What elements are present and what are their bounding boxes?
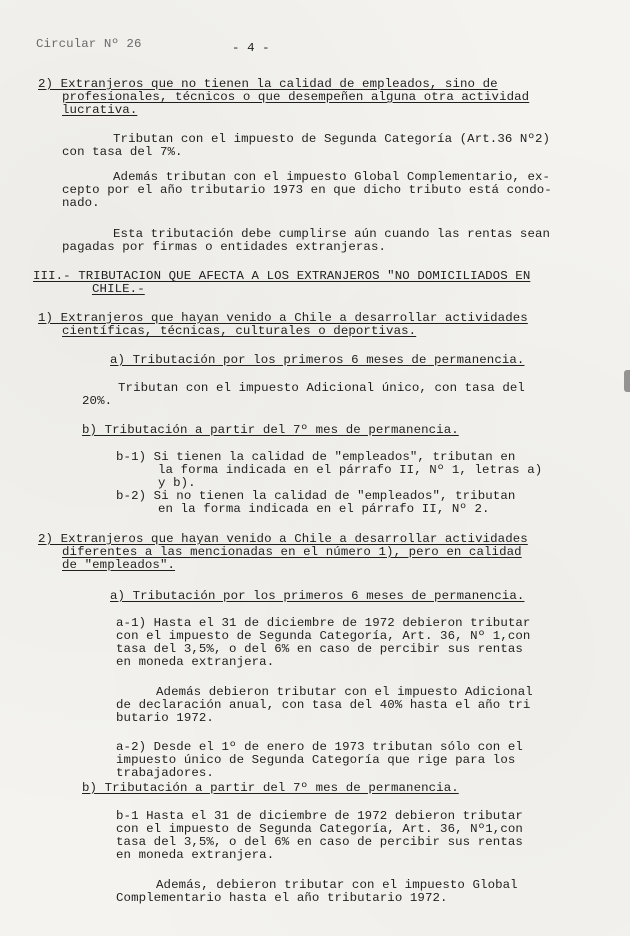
item2b-b1-line1: b-1 Hasta el 31 de diciembre de 1972 debieron tributar [116, 809, 523, 823]
page-number: - 4 - [232, 41, 270, 55]
section2-p3-line1: Esta tributación debe cumplirse aún cuando las rentas sean [113, 227, 551, 241]
item2-line3: de "empleados". [62, 558, 176, 572]
item2b-b1-line2: con el impuesto de Segunda Categoría, Art. 36, Nº1,con [116, 822, 523, 836]
item1b-b1-line2: la forma indicada en el párrafo II, Nº 1, letras a) [158, 463, 543, 477]
item1-line2: científicas, técnicas, culturales o deportivas. [62, 324, 417, 338]
item1a-text2: 20%. [82, 394, 113, 408]
item2b-b1-line4: en moneda extranjera. [116, 848, 275, 862]
item2a-a2-line2: impuesto único de Segunda Categoría que rige para los [116, 753, 516, 767]
section2-p2-line1: Además tributan con el impuesto Global Complementario, ex- [113, 170, 551, 184]
item1a-text1: Tributan con el impuesto Adicional único, con tasa del [118, 381, 525, 395]
punch-hole-mark [624, 370, 630, 392]
circular-number: Circular Nº 26 [36, 37, 142, 51]
section2-p1-line2: con tasa del 7%. [62, 145, 183, 159]
item2a-a1-line3: tasa del 3,5%, o del 6% en caso de percibir sus rentas [116, 642, 523, 656]
section3-heading-line2: CHILE.- [92, 282, 145, 296]
section2-p1-line1: Tributan con el impuesto de Segunda Categoría (Art.36 Nº2) [113, 132, 551, 146]
item2a-a1b-line1: Además debieron tributar con el impuesto Adicional [156, 685, 533, 699]
item2a-a1-line1: a-1) Hasta el 31 de diciembre de 1972 debieron tributar [116, 616, 531, 630]
item1b-heading: b) Tributación a partir del 7º mes de permanencia. [82, 423, 459, 437]
item2-line1: 2) Extranjeros que hayan venido a Chile a desarrollar actividades [38, 532, 528, 546]
item2a-a1-line2: con el impuesto de Segunda Categoría, Art. 36, Nº 1,con [116, 629, 531, 643]
item2b-b1-line3: tasa del 3,5%, o del 6% en caso de percibir sus rentas [116, 835, 523, 849]
item2a-a2-line3: trabajadores. [116, 766, 214, 780]
section2-line1: 2) Extranjeros que no tienen la calidad de empleados, sino de [38, 77, 498, 91]
final-line2: Complementario hasta el año tributario 1972. [116, 891, 448, 905]
item2a-a1-line4: en moneda extranjera. [116, 655, 275, 669]
section2-p2-line3: nado. [62, 196, 100, 210]
section2-line3: lucrativa. [62, 103, 138, 117]
item2b-heading: b) Tributación a partir del 7º mes de permanencia. [82, 781, 459, 795]
item1-line1: 1) Extranjeros que hayan venido a Chile a desarrollar actividades [38, 311, 528, 325]
item1b-b1-line3: y b). [158, 476, 196, 490]
item2a-a1b-line2: de declaración anual, con tasa del 40% hasta el año tri [116, 698, 531, 712]
item1b-b1-line1: b-1) Si tienen la calidad de "empleados", tributan en [116, 450, 516, 464]
section2-p2-line2: cepto por el año tributario 1973 en que dicho tributo está condo- [62, 183, 552, 197]
final-line1: Además, debieron tributar con el impuesto Global [156, 878, 518, 892]
item1b-b2-line2: en la forma indicada en el párrafo II, Nº 2. [158, 502, 490, 516]
item2a-a1b-line3: butario 1972. [116, 711, 214, 725]
section3-heading-line1: III.- TRIBUTACION QUE AFECTA A LOS EXTRANJEROS "NO DOMICILIADOS EN [33, 269, 531, 283]
item1b-b2-line1: b-2) Si no tienen la calidad de "empleados", tributan [116, 489, 516, 503]
section2-p3-line2: pagadas por firmas o entidades extranjeras. [62, 240, 387, 254]
section2-line2: profesionales, técnicos o que desempeñen alguna otra actividad [62, 90, 530, 104]
item2a-a2-line1: a-2) Desde el 1º de enero de 1973 tributan sólo con el [116, 740, 523, 754]
item2a-heading: a) Tributación por los primeros 6 meses de permanencia. [110, 589, 525, 603]
item2-line2: diferentes a las mencionadas en el número 1), pero en calidad [62, 545, 522, 559]
item1a-heading: a) Tributación por los primeros 6 meses de permanencia. [110, 353, 525, 367]
